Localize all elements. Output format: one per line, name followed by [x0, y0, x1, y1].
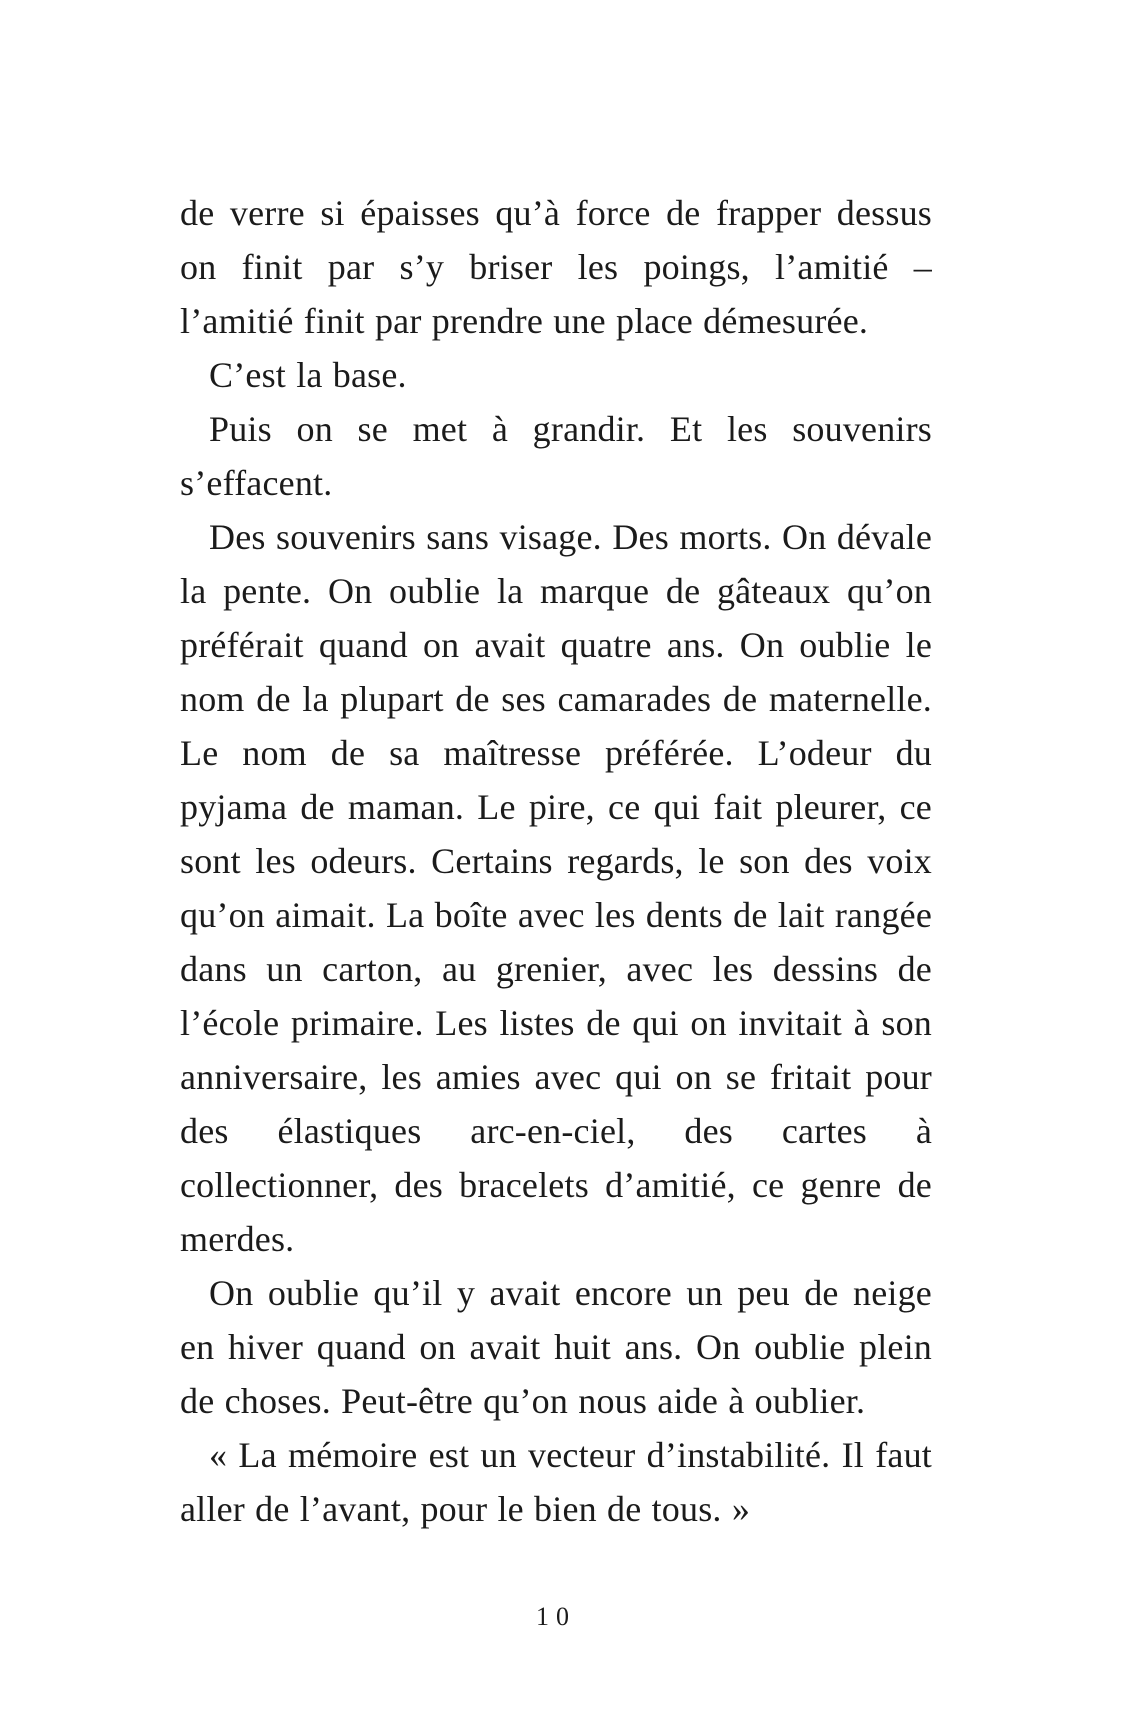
body-text	[180, 186, 932, 1536]
page-number: 10	[536, 1602, 576, 1631]
paragraph: C’est la base.	[209, 355, 407, 395]
paragraph: Des souvenirs sans visage. Des morts. On dévale la pente. On oublie la marque de gâteaux qu’on préférait quand on avait quatre ans. On oublie le nom de la plupart de ses camarades de maternelle. Le nom de sa maîtresse préférée. L’odeur du pyjama de maman. Le pire, ce qui fait pleurer, ce sont les odeurs. Certains regards, le son des voix qu’on aimait. La boîte avec les dents de lait rangée dans un carton, au grenier, avec les dessins de l’école primaire. Les listes de qui on invitait à son anniversaire, les amies avec qui on se fritait pour des élastiques arc-en-ciel, des cartes à collectionner, des bracelets d’amitié, ce genre de merdes.	[180, 517, 932, 1259]
paragraph: Puis on se met à grandir. Et les souvenirs s’effacent.	[180, 409, 932, 503]
paragraph: On oublie qu’il y avait encore un peu de neige en hiver quand on avait huit ans. On oublie plein de choses. Peut-être qu’on nous aide à oublier.	[180, 1273, 932, 1421]
paragraph: « La mémoire est un vecteur d’instabilité. Il faut aller de l’avant, pour le bien de tous. »	[180, 1435, 932, 1529]
paragraph: de verre si épaisses qu’à force de frapper dessus on finit par s’y briser les poings, l’amitié – l’amitié finit par prendre une place démesurée.	[180, 193, 932, 341]
